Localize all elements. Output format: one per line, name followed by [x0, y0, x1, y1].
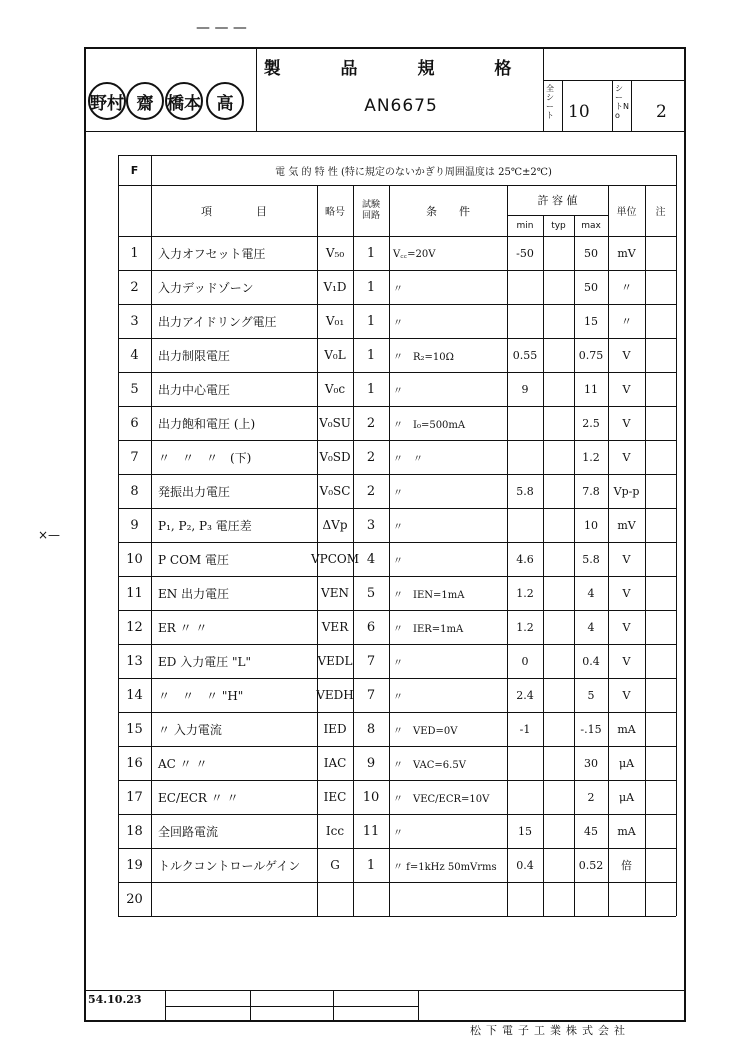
row-number: 11: [126, 585, 143, 601]
row-item: 出力制限電圧: [158, 348, 231, 363]
model-number: AN6675: [364, 96, 438, 116]
row-circuit: 1: [366, 245, 376, 261]
row-item: トルクコントロールゲイン: [158, 858, 301, 873]
row-number: 7: [130, 449, 139, 465]
row-max: 11: [584, 382, 598, 396]
row-min: 1.2: [516, 620, 534, 634]
row-typ: [543, 270, 574, 304]
row-typ: [543, 542, 574, 576]
row-typ: [543, 474, 574, 508]
row-unit: μA: [618, 756, 635, 770]
row-min: [507, 508, 543, 542]
row-condition: 〃: [393, 555, 403, 567]
row-number: 20: [126, 891, 143, 907]
row-number: 1: [130, 245, 139, 261]
sheet-number: 2: [656, 102, 667, 122]
row-min: 4.6: [516, 552, 534, 566]
row-symbol: IED: [323, 722, 347, 736]
sheet-total: 10: [568, 102, 590, 122]
top-marks: — — —: [196, 20, 247, 36]
row-typ: [543, 780, 574, 814]
revision-date: 54.10.23: [88, 993, 142, 1006]
row-max: 30: [584, 756, 598, 770]
table-border: [118, 916, 676, 917]
row-symbol: IEC: [323, 790, 347, 804]
row-max: 0.52: [578, 858, 604, 872]
row-condition: V꜀꜀=20V: [393, 249, 436, 260]
row-symbol: G: [330, 858, 340, 872]
row-min: [507, 882, 543, 916]
sheet-total-label: 全シート: [546, 84, 554, 120]
row-symbol: V₀c: [324, 382, 346, 396]
row-unit: V: [622, 348, 631, 362]
row-item: AC 〃 〃: [158, 756, 208, 771]
header-bottom: [84, 131, 686, 132]
row-max: 10: [584, 518, 598, 532]
row-unit: V: [622, 450, 631, 464]
row-unit: V: [622, 620, 631, 634]
row-unit: V: [622, 552, 631, 566]
document-title: 製 品 規 格: [263, 59, 539, 79]
row-max: 0.75: [578, 348, 604, 362]
row-typ: [543, 814, 574, 848]
row-circuit: 2: [366, 449, 376, 465]
header-divider: [631, 80, 632, 131]
row-condition: 〃 R₂=10Ω: [393, 351, 454, 363]
row-circuit: 11: [362, 823, 380, 839]
row-circuit: 10: [362, 789, 380, 805]
row-circuit: 2: [366, 415, 376, 431]
col-item-header: 項 目: [201, 204, 267, 218]
row-unit: V: [622, 382, 631, 396]
row-min: 2.4: [516, 688, 534, 702]
row-circuit: 1: [366, 381, 376, 397]
row-item: ED 入力電圧 "L": [158, 654, 252, 669]
row-circuit: 1: [366, 313, 376, 329]
row-unit: 〃: [621, 281, 632, 294]
col-min-header: min: [516, 220, 534, 231]
row-condition: 〃: [393, 691, 403, 703]
col-typ-header: typ: [551, 220, 566, 231]
row-item: 入力デッドゾーン: [158, 280, 254, 295]
row-condition: 〃: [393, 317, 403, 329]
row-max: 2: [587, 790, 595, 804]
col-circuit-header: 試験回路: [361, 199, 380, 221]
row-number: 16: [126, 755, 143, 771]
row-typ: [543, 746, 574, 780]
row-circuit: [353, 882, 389, 916]
col-allowable-header: 許 容 値: [537, 194, 578, 207]
row-unit: Vp-p: [613, 484, 640, 498]
row-number: 2: [130, 279, 139, 295]
row-unit: μA: [618, 790, 635, 804]
row-symbol: IAC: [323, 756, 347, 770]
approval-stamp: 橋本: [165, 82, 203, 120]
row-item: [158, 882, 316, 916]
row-typ: [543, 712, 574, 746]
row-item: EC/ECR 〃 〃: [158, 790, 239, 805]
row-condition: 〃 VED=0V: [393, 725, 458, 737]
row-condition: 〃: [393, 385, 403, 397]
approval-stamp: 野村: [88, 82, 126, 120]
row-min: 0.4: [516, 858, 534, 872]
col-symbol-header: 略号: [325, 207, 345, 218]
row-min: 9: [521, 382, 529, 396]
row-circuit: 7: [366, 653, 376, 669]
row-min: 1.2: [516, 586, 534, 600]
row-item: 出力アイドリング電圧: [158, 314, 277, 329]
header-divider: [612, 80, 613, 131]
row-min: 5.8: [516, 484, 534, 498]
row-item: 〃 〃 〃 "H": [158, 688, 244, 703]
table-column-rule: [645, 185, 646, 916]
row-symbol: V₅₀: [325, 246, 345, 260]
row-typ: [543, 338, 574, 372]
col-max-header: max: [581, 220, 601, 231]
row-condition: 〃 I₀=500mA: [393, 419, 466, 431]
row-typ: [543, 610, 574, 644]
row-min: 15: [518, 824, 532, 838]
row-typ: [543, 236, 574, 270]
row-circuit: 4: [366, 551, 376, 567]
row-max: 15: [584, 314, 598, 328]
row-unit: mA: [617, 824, 636, 838]
row-unit: 倍: [621, 859, 632, 872]
row-circuit: 1: [366, 279, 376, 295]
row-symbol: VEDL: [317, 654, 353, 668]
row-symbol: VEDH: [316, 688, 354, 702]
col-note-header: 注: [655, 207, 666, 218]
row-number: 5: [130, 381, 139, 397]
table-column-rule: [389, 185, 390, 916]
row-condition: 〃: [393, 283, 403, 295]
row-typ: [543, 440, 574, 474]
row-max: 50: [584, 246, 598, 260]
row-number: 10: [126, 551, 143, 567]
row-circuit: 9: [366, 755, 376, 771]
row-condition: [393, 882, 507, 916]
row-item: EN 出力電圧: [158, 586, 230, 601]
row-condition: 〃 IEN=1mA: [393, 589, 465, 601]
row-condition: 〃 IER=1mA: [393, 623, 464, 635]
row-number: 17: [126, 789, 143, 805]
margin-mark: ×—: [38, 528, 61, 542]
row-condition: 〃 〃: [393, 453, 423, 465]
row-max: 4: [587, 586, 595, 600]
row-symbol: V₀SC: [319, 484, 351, 498]
row-circuit: 6: [366, 619, 376, 635]
row-number: 12: [126, 619, 143, 635]
company-name: 松下電子工業株式会社: [470, 1024, 630, 1037]
row-max: -.15: [580, 722, 602, 736]
row-max: 45: [584, 824, 598, 838]
row-unit: V: [622, 416, 631, 430]
row-symbol: V₀₁: [325, 314, 345, 328]
row-symbol: Icc: [325, 824, 345, 838]
approval-stamp: 高: [206, 82, 244, 120]
row-condition: 〃: [393, 521, 403, 533]
row-unit: V: [622, 654, 631, 668]
row-item: 発振出力電圧: [158, 484, 231, 499]
row-number: 13: [126, 653, 143, 669]
row-symbol: V₀SU: [319, 416, 351, 430]
row-number: 15: [126, 721, 143, 737]
row-min: [507, 406, 543, 440]
row-condition: 〃: [393, 487, 403, 499]
row-condition: 〃 VAC=6.5V: [393, 759, 466, 771]
row-number: 19: [126, 857, 143, 873]
row-unit: mV: [617, 246, 636, 260]
row-item: P₁, P₂, P₃ 電圧差: [158, 518, 252, 533]
row-item: 出力中心電圧: [158, 382, 231, 397]
row-typ: [543, 644, 574, 678]
sheet-no-label: シートNo: [615, 84, 629, 120]
footer-line: [165, 1006, 418, 1007]
row-number: 8: [130, 483, 139, 499]
row-item: 出力飽和電圧 (上): [158, 416, 256, 431]
row-number: 14: [126, 687, 143, 703]
row-max: 50: [584, 280, 598, 294]
row-max: 0.4: [582, 654, 600, 668]
footer-line: [84, 990, 686, 991]
row-number: 9: [130, 517, 139, 533]
row-typ: [543, 406, 574, 440]
row-item: 入力オフセット電圧: [158, 246, 266, 261]
row-symbol: VER: [321, 620, 349, 634]
col-condition-header: 条 件: [426, 204, 470, 218]
row-condition: 〃: [393, 657, 403, 669]
row-item: 〃 入力電流: [158, 722, 222, 737]
row-min: -1: [519, 722, 531, 736]
row-unit: 〃: [621, 315, 632, 328]
row-circuit: 1: [366, 347, 376, 363]
table-border: [676, 155, 677, 916]
row-max: 4: [587, 620, 595, 634]
row-item: 全回路電流: [158, 824, 219, 839]
row-circuit: 8: [366, 721, 376, 737]
row-max: 2.5: [582, 416, 600, 430]
row-typ: [543, 508, 574, 542]
row-item: P COM 電圧: [158, 552, 230, 567]
row-number: 4: [130, 347, 139, 363]
row-typ: [543, 372, 574, 406]
row-item: 〃 〃 〃 (下): [158, 450, 252, 465]
row-symbol: VEN: [321, 586, 349, 600]
row-min: [507, 746, 543, 780]
row-max: 5: [587, 688, 595, 702]
row-typ: [543, 882, 574, 916]
row-typ: [543, 678, 574, 712]
col-f-header: F: [130, 163, 139, 177]
row-min: -50: [516, 246, 534, 260]
row-max: 7.8: [582, 484, 600, 498]
row-min: [507, 780, 543, 814]
row-typ: [543, 848, 574, 882]
row-condition: 〃: [393, 827, 403, 839]
row-min: [507, 440, 543, 474]
row-condition: 〃 VEC/ECR=10V: [393, 793, 490, 805]
row-min: [507, 304, 543, 338]
row-number: 3: [130, 313, 139, 329]
row-condition: 〃 f=1kHz 50mVrms: [393, 861, 497, 873]
row-min: 0: [521, 654, 529, 668]
row-symbol: V₀SD: [319, 450, 351, 464]
row-circuit: 5: [366, 585, 376, 601]
row-unit: V: [622, 586, 631, 600]
row-circuit: 2: [366, 483, 376, 499]
row-symbol: V₀L: [324, 348, 346, 362]
row-number: 18: [126, 823, 143, 839]
row-max: 5.8: [582, 552, 600, 566]
header-divider: [562, 80, 563, 131]
row-typ: [543, 576, 574, 610]
row-circuit: 3: [366, 517, 376, 533]
col-unit-header: 単位: [616, 207, 637, 218]
row-symbol: ΔVp: [322, 518, 348, 532]
row-typ: [543, 304, 574, 338]
row-number: 6: [130, 415, 139, 431]
row-unit: mV: [617, 518, 636, 532]
row-circuit: 1: [366, 857, 376, 873]
footer-divider: [418, 990, 419, 1022]
row-symbol: [317, 882, 353, 916]
section-title: 電 気 的 特 性 (特に規定のないかぎり周囲温度は 25℃±2℃): [275, 166, 552, 178]
row-max: 1.2: [582, 450, 600, 464]
row-unit: V: [622, 688, 631, 702]
row-circuit: 7: [366, 687, 376, 703]
row-unit: [608, 882, 645, 916]
row-item: ER 〃 〃: [158, 620, 208, 635]
header-divider: [543, 80, 686, 81]
row-symbol: V₁D: [323, 280, 347, 294]
row-unit: mA: [617, 722, 636, 736]
row-min: [507, 270, 543, 304]
row-symbol: VPCOM: [310, 552, 360, 566]
row-min: 0.55: [512, 348, 538, 362]
approval-stamp: 齋: [126, 82, 164, 120]
row-max: [574, 882, 608, 916]
